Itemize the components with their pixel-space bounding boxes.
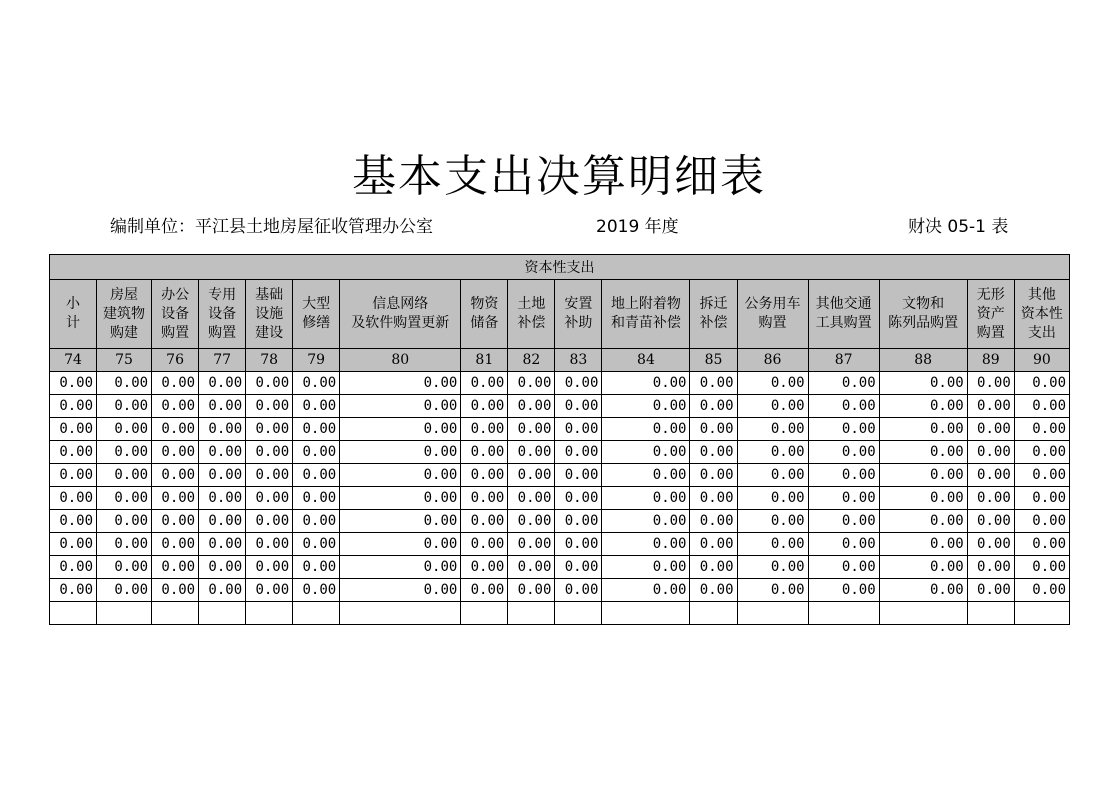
column-number: 75 [97, 349, 152, 372]
blank-cell [199, 602, 246, 625]
column-header: 办公 设备 购置 [152, 280, 199, 349]
table-cell: 0.00 [690, 372, 737, 395]
table-cell: 0.00 [199, 510, 246, 533]
table-cell: 0.00 [340, 556, 461, 579]
table-cell: 0.00 [967, 372, 1014, 395]
fiscal-year [596, 212, 679, 237]
table-cell: 0.00 [555, 579, 602, 602]
table-cell: 0.00 [199, 533, 246, 556]
blank-cell [808, 602, 879, 625]
table-cell: 0.00 [508, 372, 555, 395]
table-cell: 0.00 [97, 510, 152, 533]
table-cell: 0.00 [808, 510, 879, 533]
table-cell: 0.00 [808, 441, 879, 464]
column-header: 其他 资本性 支出 [1014, 280, 1069, 349]
table-cell: 0.00 [246, 487, 293, 510]
column-number: 82 [508, 349, 555, 372]
blank-cell [690, 602, 737, 625]
table-cell: 0.00 [340, 579, 461, 602]
table-cell: 0.00 [50, 556, 97, 579]
table-cell: 0.00 [602, 418, 690, 441]
table-cell: 0.00 [879, 464, 967, 487]
column-number: 88 [879, 349, 967, 372]
table-cell: 0.00 [461, 395, 508, 418]
table-cell: 0.00 [461, 441, 508, 464]
column-number: 84 [602, 349, 690, 372]
table-cell: 0.00 [97, 372, 152, 395]
table-cell: 0.00 [199, 395, 246, 418]
column-number: 74 [50, 349, 97, 372]
table-cell: 0.00 [152, 510, 199, 533]
blank-cell [293, 602, 340, 625]
table-row [50, 464, 1070, 487]
table-cell: 0.00 [340, 510, 461, 533]
table-cell: 0.00 [461, 372, 508, 395]
table-cell: 0.00 [1014, 418, 1069, 441]
table-cell: 0.00 [808, 487, 879, 510]
column-header: 其他交通 工具购置 [808, 280, 879, 349]
table-cell: 0.00 [293, 418, 340, 441]
blank-cell [1014, 602, 1069, 625]
column-number: 87 [808, 349, 879, 372]
table-cell: 0.00 [340, 395, 461, 418]
column-number: 77 [199, 349, 246, 372]
table-cell: 0.00 [879, 487, 967, 510]
table-cell: 0.00 [199, 487, 246, 510]
table-cell: 0.00 [97, 418, 152, 441]
table-cell: 0.00 [602, 533, 690, 556]
table-cell: 0.00 [508, 487, 555, 510]
table-cell: 0.00 [602, 395, 690, 418]
table-cell: 0.00 [555, 418, 602, 441]
table-cell: 0.00 [967, 441, 1014, 464]
table-cell: 0.00 [293, 487, 340, 510]
table-cell: 0.00 [508, 533, 555, 556]
table-cell: 0.00 [808, 464, 879, 487]
compiling-unit [110, 212, 433, 237]
table-row [50, 418, 1070, 441]
column-number-row [50, 349, 1070, 372]
table-row [50, 395, 1070, 418]
table-cell: 0.00 [1014, 556, 1069, 579]
table-cell: 0.00 [508, 395, 555, 418]
table-cell: 0.00 [1014, 533, 1069, 556]
table-row [50, 579, 1070, 602]
column-number: 80 [340, 349, 461, 372]
table-cell: 0.00 [737, 533, 808, 556]
table-cell: 0.00 [602, 464, 690, 487]
form-number-suffix: 表 [991, 217, 1009, 237]
form-number-code: 05-1 [947, 217, 986, 237]
blank-cell [879, 602, 967, 625]
table-cell: 0.00 [97, 579, 152, 602]
table-cell: 0.00 [152, 533, 199, 556]
table-cell: 0.00 [97, 395, 152, 418]
table-cell: 0.00 [555, 510, 602, 533]
column-header: 公务用车 购置 [737, 280, 808, 349]
table-cell: 0.00 [967, 556, 1014, 579]
table-cell: 0.00 [152, 418, 199, 441]
table-cell: 0.00 [1014, 510, 1069, 533]
blank-cell [50, 602, 97, 625]
table-cell: 0.00 [50, 418, 97, 441]
column-number: 86 [737, 349, 808, 372]
table-cell: 0.00 [50, 533, 97, 556]
table-cell: 0.00 [879, 556, 967, 579]
blank-cell [340, 602, 461, 625]
table-cell: 0.00 [555, 533, 602, 556]
column-number: 90 [1014, 349, 1069, 372]
table-cell: 0.00 [293, 510, 340, 533]
table-cell: 0.00 [50, 487, 97, 510]
table-cell: 0.00 [737, 579, 808, 602]
table-cell: 0.00 [246, 579, 293, 602]
table-cell: 0.00 [737, 395, 808, 418]
table-cell: 0.00 [97, 487, 152, 510]
column-number: 81 [461, 349, 508, 372]
column-header: 房屋 建筑物 购建 [97, 280, 152, 349]
column-header: 土地 补偿 [508, 280, 555, 349]
table-row [50, 556, 1070, 579]
table-cell: 0.00 [879, 372, 967, 395]
column-header: 安置 补助 [555, 280, 602, 349]
table-cell: 0.00 [879, 395, 967, 418]
column-header: 地上附着物 和青苗补偿 [602, 280, 690, 349]
column-header-row [50, 280, 1070, 349]
table-cell: 0.00 [508, 510, 555, 533]
column-number: 85 [690, 349, 737, 372]
page-title: 基本支出决算明细表 [352, 151, 766, 202]
table-cell: 0.00 [602, 556, 690, 579]
table-cell: 0.00 [152, 441, 199, 464]
table-cell: 0.00 [808, 556, 879, 579]
table-cell: 0.00 [879, 533, 967, 556]
table-cell: 0.00 [50, 395, 97, 418]
table-cell: 0.00 [967, 395, 1014, 418]
table-cell: 0.00 [97, 556, 152, 579]
table-row [50, 372, 1070, 395]
table-cell: 0.00 [1014, 464, 1069, 487]
table-cell: 0.00 [246, 395, 293, 418]
table-cell: 0.00 [1014, 579, 1069, 602]
table-cell: 0.00 [50, 464, 97, 487]
table-cell: 0.00 [555, 556, 602, 579]
table-cell: 0.00 [340, 464, 461, 487]
column-header: 信息网络 及软件购置更新 [340, 280, 461, 349]
table-cell: 0.00 [737, 487, 808, 510]
table-cell: 0.00 [555, 487, 602, 510]
table-cell: 0.00 [199, 464, 246, 487]
table-cell: 0.00 [602, 510, 690, 533]
table-cell: 0.00 [50, 441, 97, 464]
table-cell: 0.00 [808, 533, 879, 556]
table-cell: 0.00 [602, 579, 690, 602]
table-row [50, 533, 1070, 556]
table-cell: 0.00 [293, 395, 340, 418]
column-header: 大型 修缮 [293, 280, 340, 349]
column-number: 78 [246, 349, 293, 372]
table-cell: 0.00 [555, 464, 602, 487]
table-cell: 0.00 [152, 464, 199, 487]
table-cell: 0.00 [152, 556, 199, 579]
table-cell: 0.00 [879, 441, 967, 464]
table-cell: 0.00 [461, 579, 508, 602]
table-cell: 0.00 [461, 418, 508, 441]
table-cell: 0.00 [293, 441, 340, 464]
blank-cell [508, 602, 555, 625]
capital-expenditure-band: 资本性支出 [50, 255, 1070, 280]
table-cell: 0.00 [808, 418, 879, 441]
table-cell: 0.00 [199, 556, 246, 579]
table-cell: 0.00 [293, 556, 340, 579]
table-cell: 0.00 [737, 464, 808, 487]
blank-cell [246, 602, 293, 625]
table-cell: 0.00 [737, 418, 808, 441]
table-cell: 0.00 [690, 441, 737, 464]
table-cell: 0.00 [967, 487, 1014, 510]
table-cell: 0.00 [246, 418, 293, 441]
table-cell: 0.00 [199, 441, 246, 464]
blank-cell [461, 602, 508, 625]
table-cell: 0.00 [152, 372, 199, 395]
table-cell: 0.00 [690, 510, 737, 533]
table-cell: 0.00 [461, 533, 508, 556]
table-cell: 0.00 [555, 372, 602, 395]
form-number [908, 212, 1008, 237]
table-cell: 0.00 [1014, 395, 1069, 418]
table-cell: 0.00 [879, 510, 967, 533]
table-cell: 0.00 [340, 533, 461, 556]
table-cell: 0.00 [199, 579, 246, 602]
header-band-row [50, 255, 1070, 280]
column-header: 拆迁 补偿 [690, 280, 737, 349]
table-cell: 0.00 [808, 579, 879, 602]
table-cell: 0.00 [879, 579, 967, 602]
table-cell: 0.00 [246, 556, 293, 579]
table-cell: 0.00 [967, 579, 1014, 602]
table-cell: 0.00 [246, 441, 293, 464]
table-cell: 0.00 [461, 487, 508, 510]
table-cell: 0.00 [246, 464, 293, 487]
table-cell: 0.00 [340, 418, 461, 441]
column-header: 小 计 [50, 280, 97, 349]
table-cell: 0.00 [508, 418, 555, 441]
table-cell: 0.00 [808, 395, 879, 418]
table-cell: 0.00 [967, 510, 1014, 533]
table-cell: 0.00 [555, 441, 602, 464]
table-cell: 0.00 [152, 487, 199, 510]
table-cell: 0.00 [340, 372, 461, 395]
blank-cell [967, 602, 1014, 625]
table-cell: 0.00 [508, 579, 555, 602]
table-cell: 0.00 [246, 510, 293, 533]
column-header: 无形 资产 购置 [967, 280, 1014, 349]
table-cell: 0.00 [690, 579, 737, 602]
table-row [50, 510, 1070, 533]
table-cell: 0.00 [555, 395, 602, 418]
table-cell: 0.00 [690, 533, 737, 556]
blank-row [50, 602, 1070, 625]
table-cell: 0.00 [97, 441, 152, 464]
table-cell: 0.00 [690, 395, 737, 418]
table-cell: 0.00 [340, 487, 461, 510]
table-cell: 0.00 [967, 533, 1014, 556]
table-cell: 0.00 [293, 579, 340, 602]
blank-cell [602, 602, 690, 625]
table-cell: 0.00 [50, 510, 97, 533]
column-header: 专用 设备 购置 [199, 280, 246, 349]
table-cell: 0.00 [737, 510, 808, 533]
table-cell: 0.00 [461, 464, 508, 487]
table-cell: 0.00 [602, 441, 690, 464]
table-cell: 0.00 [737, 556, 808, 579]
fiscal-year-label: 年度 [644, 217, 679, 237]
column-number: 83 [555, 349, 602, 372]
table-cell: 0.00 [461, 510, 508, 533]
table-cell: 0.00 [1014, 441, 1069, 464]
table-cell: 0.00 [199, 418, 246, 441]
table-cell: 0.00 [737, 441, 808, 464]
table-cell: 0.00 [340, 441, 461, 464]
table-cell: 0.00 [1014, 372, 1069, 395]
capital-expenditure-table [49, 254, 1070, 625]
form-number-label: 财决 [908, 217, 942, 237]
table-cell: 0.00 [508, 556, 555, 579]
blank-cell [152, 602, 199, 625]
table-cell: 0.00 [967, 464, 1014, 487]
table-cell: 0.00 [967, 418, 1014, 441]
table-cell: 0.00 [690, 487, 737, 510]
table-cell: 0.00 [97, 464, 152, 487]
table-cell: 0.00 [602, 372, 690, 395]
table-cell: 0.00 [508, 441, 555, 464]
blank-cell [737, 602, 808, 625]
table-cell: 0.00 [602, 487, 690, 510]
table-row [50, 487, 1070, 510]
table-cell: 0.00 [690, 418, 737, 441]
column-header: 基础 设施 建设 [246, 280, 293, 349]
table-cell: 0.00 [293, 533, 340, 556]
table-cell: 0.00 [246, 372, 293, 395]
table-cell: 0.00 [690, 556, 737, 579]
table-cell: 0.00 [808, 372, 879, 395]
column-number: 76 [152, 349, 199, 372]
table-cell: 0.00 [1014, 487, 1069, 510]
table-cell: 0.00 [293, 464, 340, 487]
table-cell: 0.00 [50, 372, 97, 395]
column-number: 89 [967, 349, 1014, 372]
table-cell: 0.00 [508, 464, 555, 487]
compiling-unit-name: 平江县土地房屋征收管理办公室 [195, 217, 433, 237]
fiscal-year-value: 2019 [596, 217, 640, 237]
table-row [50, 441, 1070, 464]
table-cell: 0.00 [199, 372, 246, 395]
table-cell: 0.00 [293, 372, 340, 395]
table-cell: 0.00 [879, 418, 967, 441]
table-cell: 0.00 [246, 533, 293, 556]
column-header: 物资 储备 [461, 280, 508, 349]
compiling-unit-label: 编制单位： [110, 217, 195, 237]
table-cell: 0.00 [461, 556, 508, 579]
table-cell: 0.00 [152, 579, 199, 602]
blank-cell [555, 602, 602, 625]
table-cell: 0.00 [97, 533, 152, 556]
column-header: 文物和 陈列品购置 [879, 280, 967, 349]
table-cell: 0.00 [152, 395, 199, 418]
blank-cell [97, 602, 152, 625]
column-number: 79 [293, 349, 340, 372]
table-cell: 0.00 [50, 579, 97, 602]
table-cell: 0.00 [737, 372, 808, 395]
table-cell: 0.00 [690, 464, 737, 487]
